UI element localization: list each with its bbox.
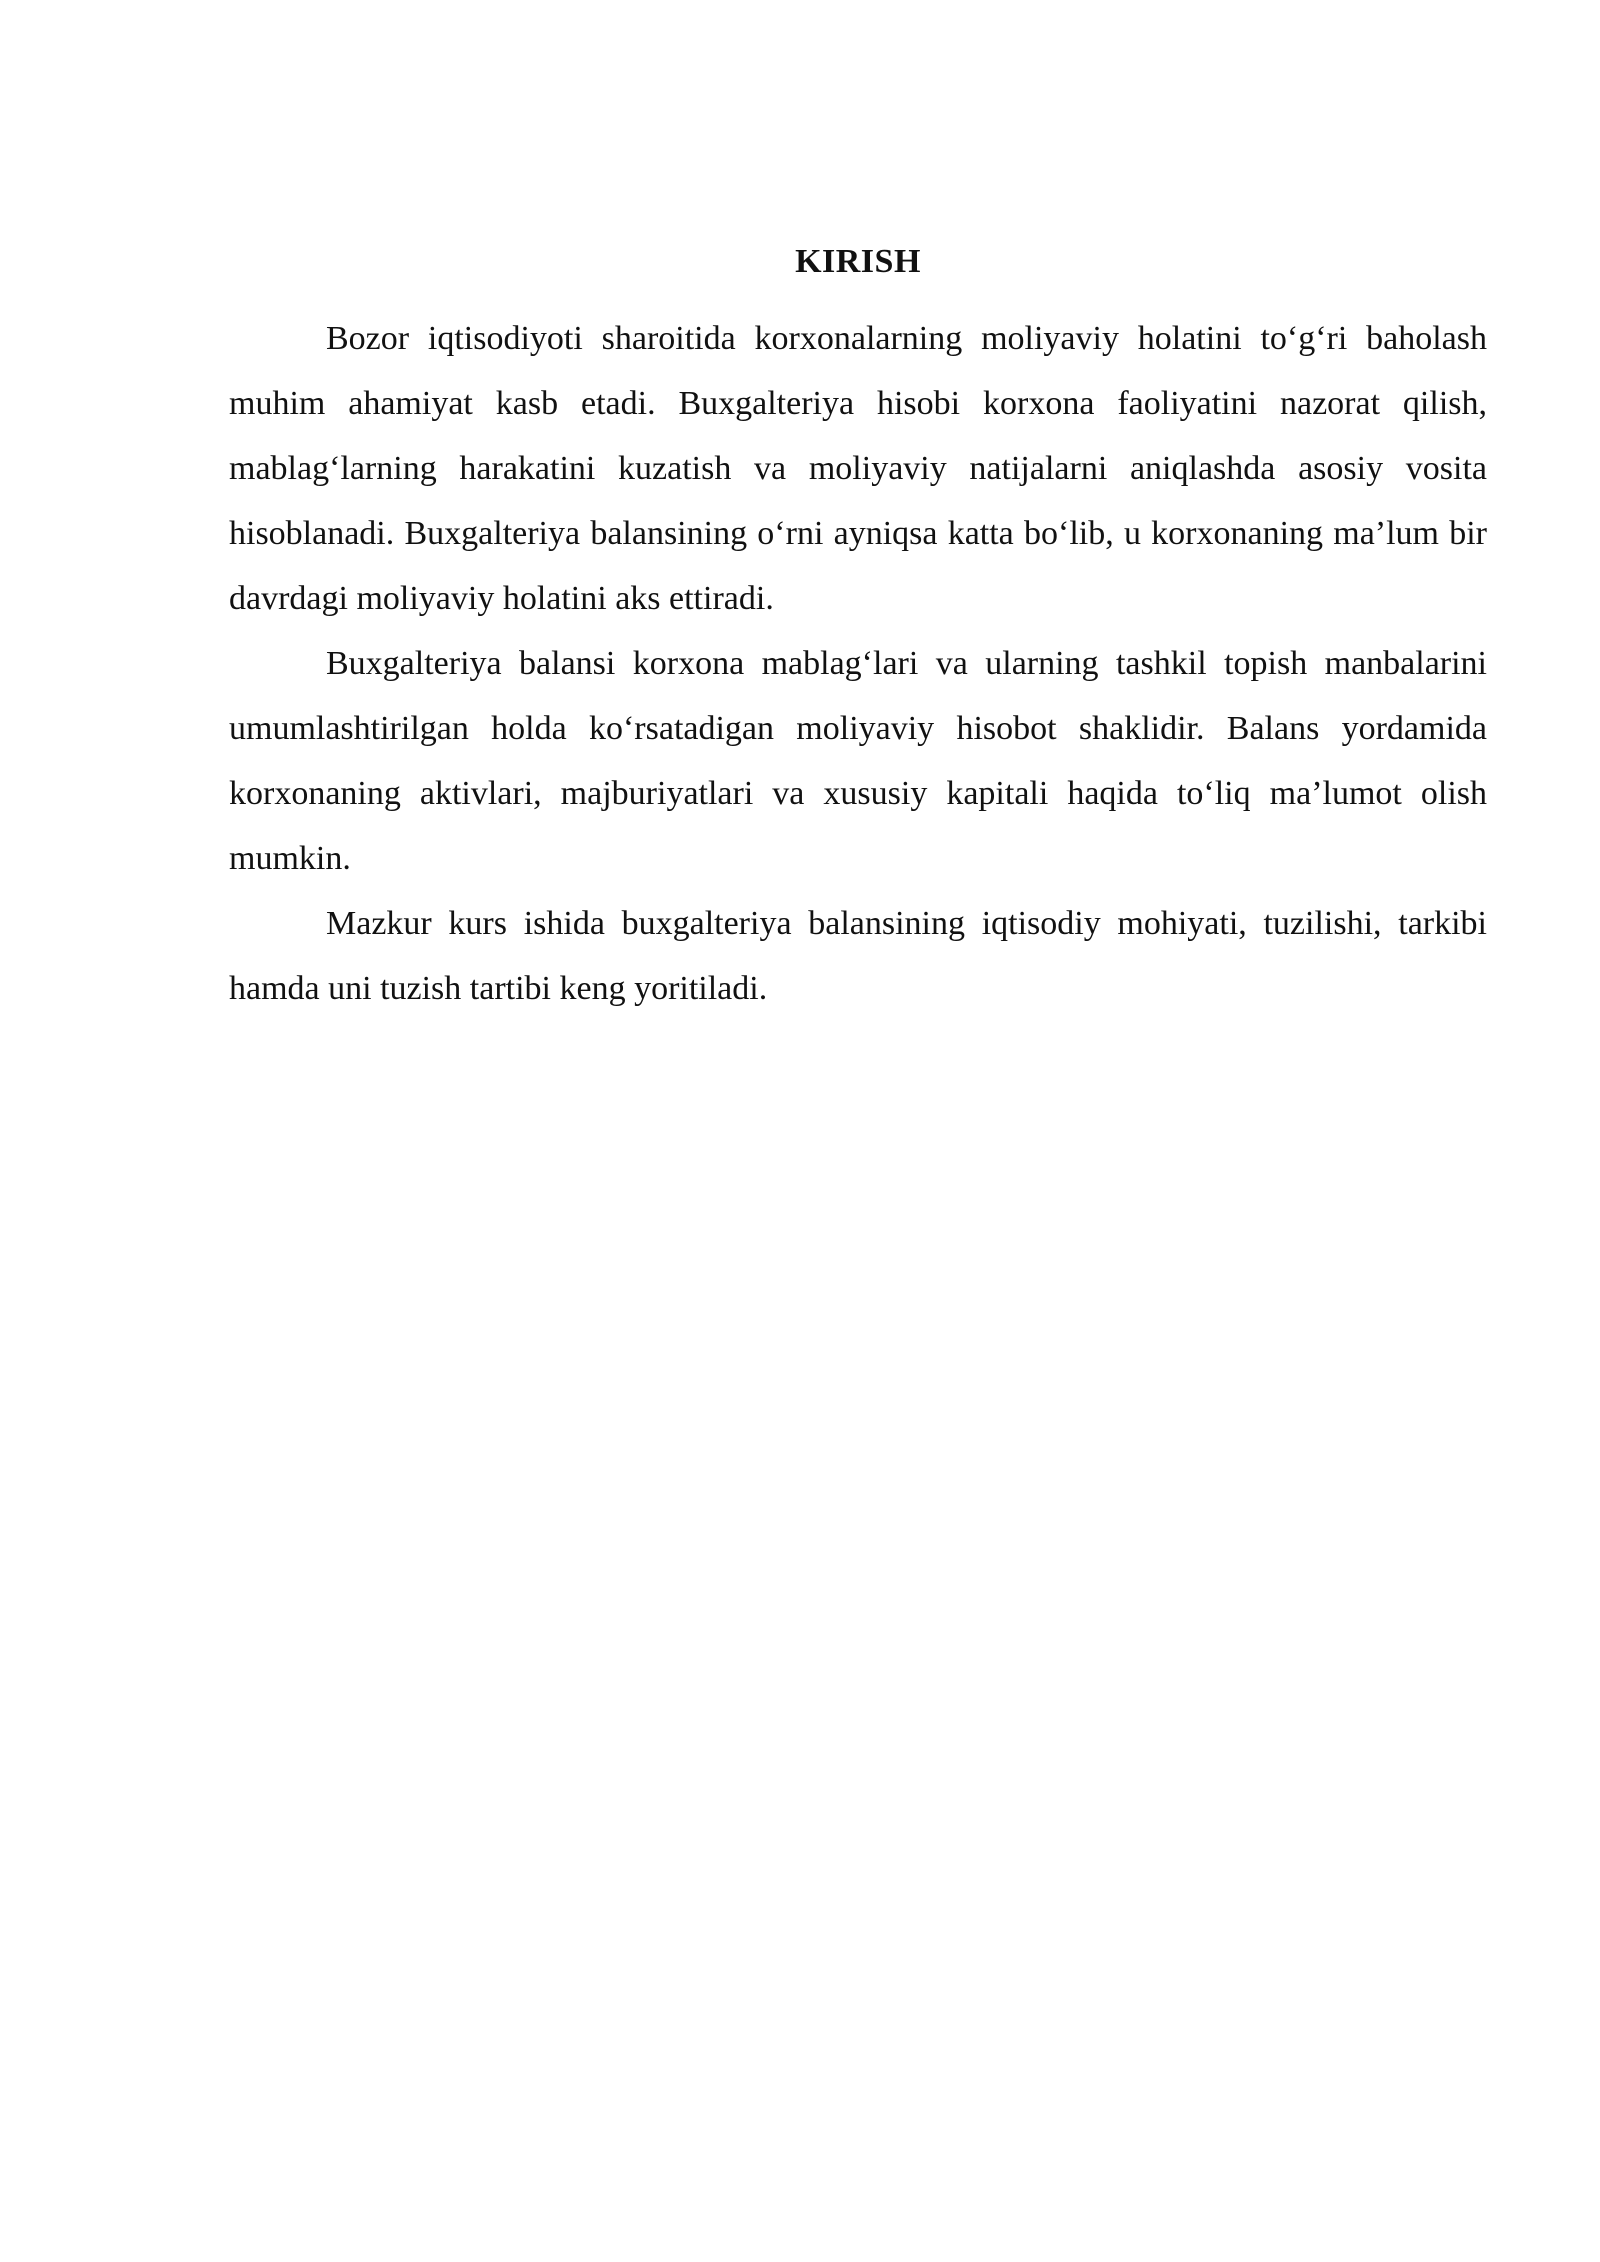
paragraph-course-scope: Mazkur kurs ishida buxgalteriya balansining iqtisodiy mohiyati, tuzilishi, tarkibi hamda uni tuzish tartibi keng yoritiladi. [229,905,1487,1007]
section-title: KIRISH [795,243,921,280]
paragraph-balance-definition: Buxgalteriya balansi korxona mablag‘lari va ularning tashkil topish manbalarini umumlashtirilgan holda ko‘rsatadigan moliyaviy hisobot shaklidir. Balans yordamida korxonaning aktivlari, majburiyatlari va xususiy kapitali haqida to‘liq ma’lumot olish mumkin. [229,645,1487,877]
paragraph-intro: Bozor iqtisodiyoti sharoitida korxonalarning moliyaviy holatini to‘g‘ri baholash muhim ahamiyat kasb etadi. Buxgalteriya hisobi korxona faoliyatini nazorat qilish, mablag‘larning harakatini kuzatish va moliyaviy natijalarni aniqlashda asosiy vosita hisoblanadi. Buxgalteriya balansining o‘rni ayniqsa katta bo‘lib, u korxonaning ma’lum bir davrdagi moliyaviy holatini aks ettiradi. [229,320,1487,617]
page-content [229,236,1487,1021]
